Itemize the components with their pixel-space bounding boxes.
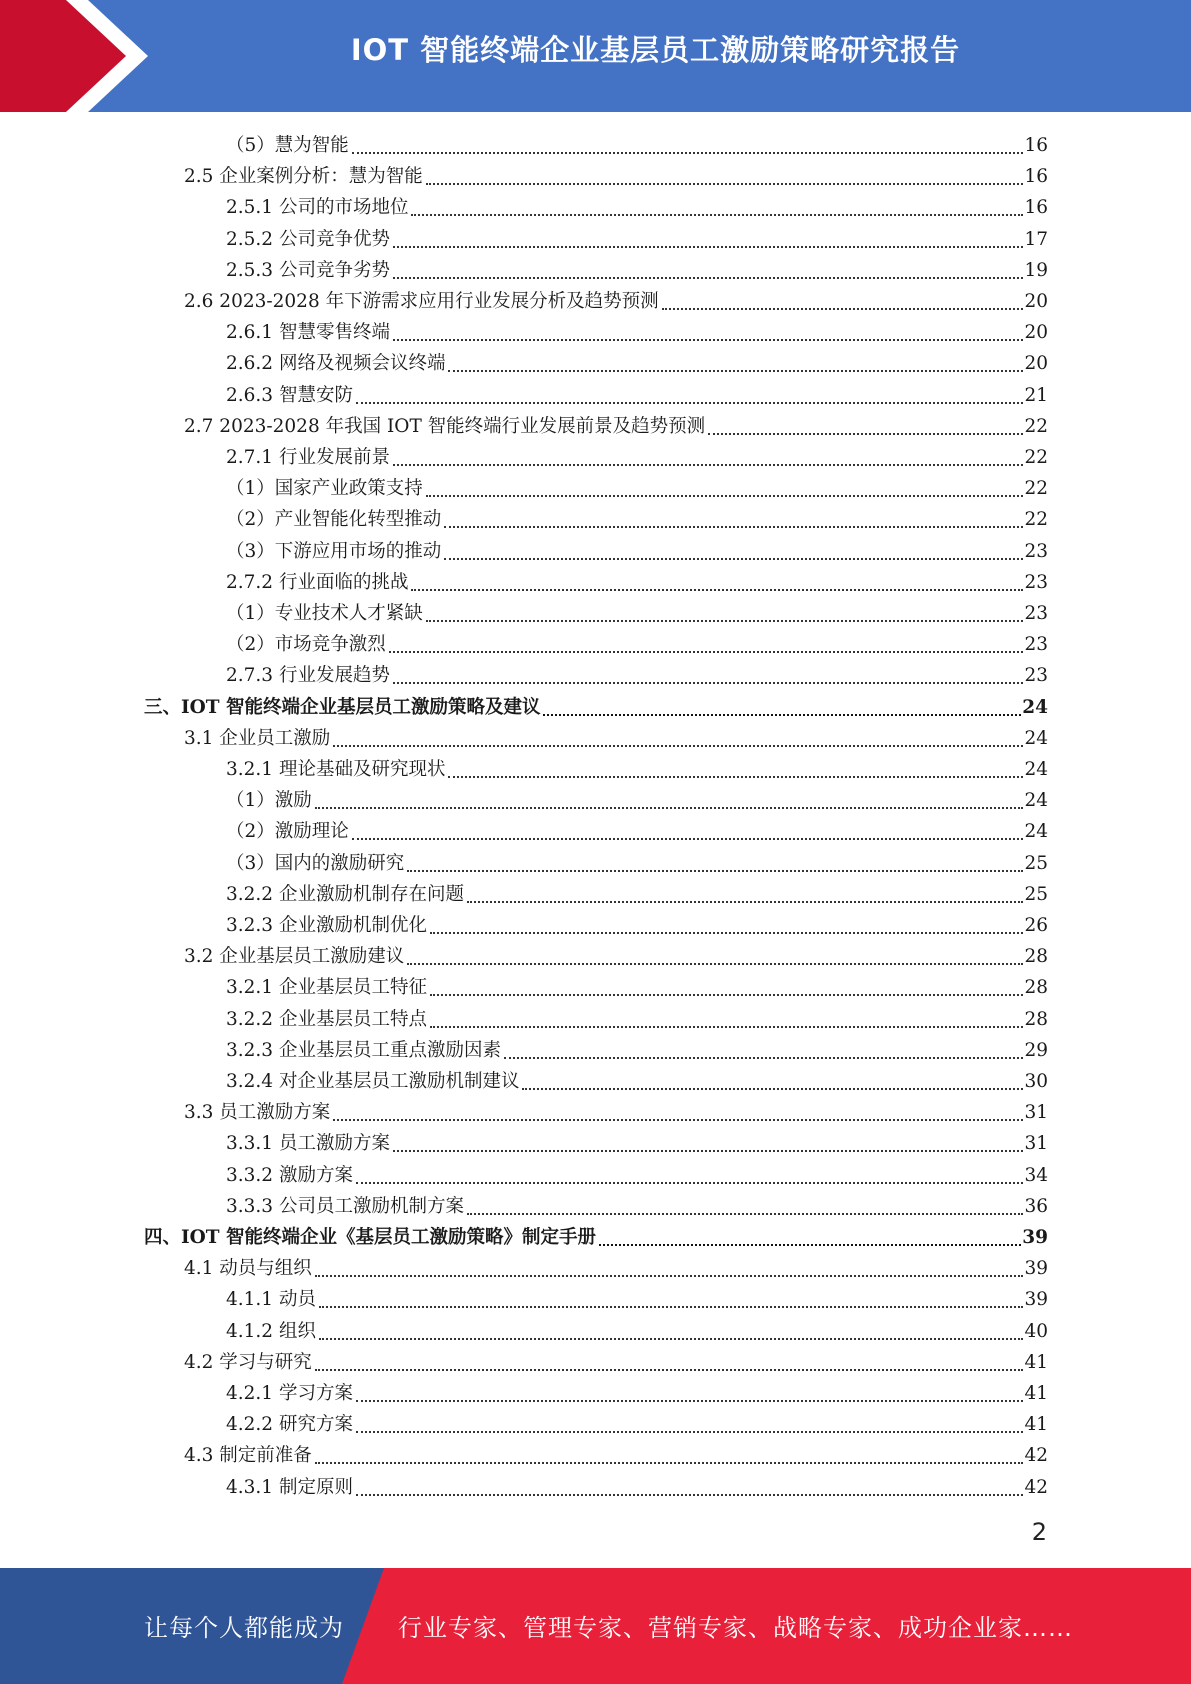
- toc-entry-title: 四、IOT 智能终端企业《基层员工激励策略》制定手册: [144, 1227, 596, 1248]
- toc-dot-leader: [426, 163, 1024, 185]
- toc-entry-title: （3）国内的激励研究: [226, 852, 405, 874]
- toc-dot-leader: [319, 1286, 1024, 1308]
- toc-dot-leader: [448, 756, 1023, 778]
- toc-entry-page: 17: [1024, 228, 1048, 250]
- toc-entry-title: 3.2.3 企业激励机制优化: [226, 915, 427, 936]
- toc-entry[interactable]: [226, 1001, 1048, 1032]
- toc-entry-page: 41: [1024, 1351, 1048, 1373]
- toc-entry[interactable]: [226, 626, 1048, 657]
- toc-entry-title: 2.6.1 智慧零售终端: [226, 322, 390, 344]
- toc-entry-page: 20: [1024, 291, 1048, 312]
- toc-entry[interactable]: [144, 689, 1048, 720]
- toc-entry-title: 4.1 动员与组织: [184, 1258, 312, 1280]
- toc-entry-title: 3.1 企业员工激励: [184, 727, 331, 749]
- toc-entry-page: 22: [1024, 447, 1048, 468]
- toc-entry[interactable]: [226, 377, 1048, 408]
- toc-entry[interactable]: [184, 158, 1048, 189]
- toc-dot-leader: [315, 1349, 1024, 1371]
- toc-entry-page: 24: [1024, 821, 1048, 843]
- toc-dot-leader: [315, 1442, 1024, 1464]
- toc-entry[interactable]: [226, 470, 1048, 501]
- toc-entry[interactable]: [226, 189, 1048, 220]
- toc-dot-leader: [411, 194, 1023, 216]
- toc-dot-leader: [393, 257, 1023, 279]
- toc-entry[interactable]: [226, 533, 1048, 564]
- toc-entry-page: 36: [1024, 1195, 1048, 1217]
- page-number: 2: [1031, 1518, 1047, 1546]
- toc-entry-page: 23: [1024, 603, 1048, 624]
- toc-dot-leader: [426, 600, 1024, 622]
- toc-entry-page: 21: [1024, 384, 1048, 406]
- toc-entry-title: （1）激励: [226, 790, 312, 812]
- toc-entry-page: 42: [1024, 1445, 1048, 1467]
- toc-entry-title: 4.2.1 学习方案: [226, 1383, 353, 1404]
- toc-entry[interactable]: [226, 876, 1048, 907]
- toc-entry-page: 28: [1024, 946, 1048, 968]
- toc-entry-page: 40: [1024, 1320, 1048, 1342]
- toc-dot-leader: [356, 1411, 1024, 1433]
- toc-entry-title: 2.5.1 公司的市场地位: [226, 197, 409, 219]
- toc-entry-page: 23: [1024, 571, 1048, 593]
- toc-entry-title: 4.2.2 研究方案: [226, 1414, 353, 1436]
- toc-entry-title: （2）激励理论: [226, 821, 349, 843]
- toc-entry-title: （2）产业智能化转型推动: [226, 509, 442, 531]
- toc-dot-leader: [426, 475, 1024, 497]
- toc-entry-page: 31: [1024, 1133, 1048, 1155]
- toc-entry-page: 19: [1024, 259, 1048, 281]
- toc-entry-title: 3.2.1 理论基础及研究现状: [226, 759, 446, 780]
- toc-entry[interactable]: [144, 1219, 1048, 1250]
- toc-dot-leader: [393, 1130, 1023, 1152]
- toc-entry-page: 23: [1024, 634, 1048, 656]
- toc-entry-title: 2.5 企业案例分析：慧为智能: [184, 166, 423, 188]
- toc-entry-title: 3.2.1 企业基层员工特征: [226, 977, 427, 999]
- toc-entry-page: 24: [1024, 727, 1048, 749]
- toc-dot-leader: [522, 1068, 1023, 1090]
- toc-dot-leader: [708, 413, 1023, 435]
- toc-dot-leader: [448, 350, 1023, 372]
- toc-entry-title: 4.1.1 动员: [226, 1289, 316, 1311]
- toc-entry-page: 39: [1022, 1227, 1048, 1248]
- toc-entry[interactable]: [226, 969, 1048, 1000]
- toc-dot-leader: [407, 943, 1023, 965]
- toc-dot-leader: [407, 850, 1023, 872]
- toc-entry-page: 25: [1024, 852, 1048, 874]
- toc-entry-title: 2.7.1 行业发展前景: [226, 447, 390, 468]
- toc-entry-page: 23: [1024, 540, 1048, 562]
- toc-entry-title: 4.3.1 制定原则: [226, 1476, 353, 1498]
- toc-dot-leader: [315, 787, 1024, 809]
- toc-entry-title: 3.2.2 企业激励机制存在问题: [226, 883, 464, 905]
- toc-entry-title: 2.6.2 网络及视频会议终端: [226, 353, 446, 375]
- toc-entry[interactable]: [226, 564, 1048, 595]
- toc-dot-leader: [599, 1224, 1021, 1246]
- toc-entry-title: 4.3 制定前准备: [184, 1445, 312, 1467]
- toc-entry[interactable]: [226, 1032, 1048, 1063]
- toc-dot-leader: [393, 444, 1023, 466]
- toc-entry-title: 4.1.2 组织: [226, 1320, 316, 1342]
- toc-dot-leader: [356, 382, 1024, 404]
- toc-dot-leader: [430, 1006, 1023, 1028]
- toc-entry-page: 16: [1024, 197, 1048, 219]
- toc-entry-title: 3.3.1 员工激励方案: [226, 1133, 390, 1155]
- toc-entry[interactable]: [226, 907, 1048, 938]
- toc-entry-title: 2.5.2 公司竞争优势: [226, 228, 390, 250]
- toc-entry[interactable]: [226, 1375, 1048, 1406]
- toc-entry-page: 20: [1024, 353, 1048, 375]
- footer-slogan-right: 行业专家、管理专家、营销专家、战略专家、成功企业家……: [398, 1614, 1073, 1642]
- toc-entry[interactable]: [226, 314, 1048, 345]
- toc-entry[interactable]: [226, 1188, 1048, 1219]
- toc-entry[interactable]: [226, 127, 1048, 158]
- toc-entry[interactable]: [184, 1250, 1048, 1281]
- toc-dot-leader: [393, 226, 1023, 248]
- toc-dot-leader: [411, 569, 1023, 591]
- toc-entry-title: 4.2 学习与研究: [184, 1351, 312, 1373]
- toc-entry-title: 3.2 企业基层员工激励建议: [184, 946, 405, 968]
- toc-dot-leader: [504, 1037, 1023, 1059]
- toc-entry-page: 41: [1024, 1383, 1048, 1404]
- toc-entry-title: 3.2.4 对企业基层员工激励机制建议: [226, 1071, 520, 1092]
- toc-dot-leader: [467, 881, 1023, 903]
- toc-dot-leader: [333, 725, 1023, 747]
- toc-entry-page: 39: [1024, 1258, 1048, 1280]
- toc-entry-page: 24: [1024, 790, 1048, 812]
- toc-dot-leader: [444, 506, 1023, 528]
- toc-entry-title: 3.2.3 企业基层员工重点激励因素: [226, 1039, 501, 1061]
- toc-entry-page: 34: [1024, 1164, 1048, 1186]
- toc-entry-page: 28: [1024, 977, 1048, 999]
- toc-dot-leader: [352, 818, 1024, 840]
- toc-dot-leader: [393, 319, 1023, 341]
- toc-entry-page: 31: [1024, 1102, 1048, 1124]
- toc-dot-leader: [333, 1099, 1023, 1121]
- toc-entry[interactable]: [184, 938, 1048, 969]
- toc-entry[interactable]: [226, 813, 1048, 844]
- toc-entry-title: （2）市场竞争激烈: [226, 634, 386, 656]
- toc-entry-title: 3.3.2 激励方案: [226, 1164, 353, 1186]
- toc-dot-leader: [662, 288, 1024, 310]
- toc-dot-leader: [393, 662, 1023, 684]
- toc-entry[interactable]: [226, 1125, 1048, 1156]
- toc-entry-page: 28: [1024, 1008, 1048, 1030]
- toc-dot-leader: [315, 1255, 1024, 1277]
- toc-entry[interactable]: [226, 252, 1048, 283]
- toc-entry[interactable]: [226, 751, 1048, 782]
- toc-entry[interactable]: [226, 1313, 1048, 1344]
- toc-entry-page: 22: [1024, 478, 1048, 500]
- toc-entry-title: （1）专业技术人才紧缺: [226, 603, 423, 624]
- toc-entry-page: 23: [1024, 665, 1048, 687]
- toc-entry-title: （3）下游应用市场的推动: [226, 540, 442, 562]
- toc-entry[interactable]: [226, 1469, 1048, 1500]
- toc-dot-leader: [430, 912, 1023, 934]
- toc-entry-page: 16: [1024, 135, 1048, 156]
- toc-dot-leader: [467, 1193, 1023, 1215]
- toc-entry[interactable]: [226, 221, 1048, 252]
- toc-entry[interactable]: [226, 345, 1048, 376]
- toc-entry-page: 24: [1024, 759, 1048, 780]
- toc-entry[interactable]: [184, 283, 1048, 314]
- toc-dot-leader: [430, 974, 1023, 996]
- toc-entry[interactable]: [226, 782, 1048, 813]
- toc-dot-leader: [356, 1162, 1024, 1184]
- toc-entry[interactable]: [226, 439, 1048, 470]
- report-title: IOT 智能终端企业基层员工激励策略研究报告: [350, 33, 961, 67]
- toc-entry-title: 2.6 2023-2028 年下游需求应用行业发展分析及趋势预测: [184, 291, 659, 312]
- toc-entry-title: 2.6.3 智慧安防: [226, 384, 353, 406]
- page-header: [0, 0, 1191, 112]
- toc-entry[interactable]: [184, 1437, 1048, 1468]
- toc-entry[interactable]: [184, 1094, 1048, 1125]
- toc-entry-page: 41: [1024, 1414, 1048, 1436]
- toc-dot-leader: [356, 1474, 1024, 1496]
- toc-dot-leader: [543, 694, 1021, 716]
- toc-entry-title: 3.3.3 公司员工激励机制方案: [226, 1195, 464, 1217]
- toc-entry-page: 42: [1024, 1476, 1048, 1498]
- toc-entry-page: 25: [1024, 883, 1048, 905]
- toc-entry-page: 26: [1024, 915, 1048, 936]
- toc-entry-page: 24: [1022, 696, 1048, 718]
- toc-entry-page: 39: [1024, 1289, 1048, 1311]
- toc-entry-page: 22: [1024, 509, 1048, 531]
- toc-entry-title: 2.7.3 行业发展趋势: [226, 665, 390, 687]
- toc-entry-title: 3.3 员工激励方案: [184, 1102, 331, 1124]
- toc-entry[interactable]: [226, 657, 1048, 688]
- toc-entry[interactable]: [226, 1281, 1048, 1312]
- toc-entry[interactable]: [226, 595, 1048, 626]
- toc-dot-leader: [319, 1318, 1024, 1340]
- toc-dot-leader: [356, 1380, 1024, 1402]
- toc-dot-leader: [352, 132, 1024, 154]
- toc-entry[interactable]: [184, 1344, 1048, 1375]
- toc-entry-title: 2.7.2 行业面临的挑战: [226, 571, 409, 593]
- toc-dot-leader: [389, 631, 1024, 653]
- toc-entry[interactable]: [226, 845, 1048, 876]
- toc-entry-title: 2.5.3 公司竞争劣势: [226, 259, 390, 281]
- toc-entry[interactable]: [184, 408, 1048, 439]
- page-footer: [0, 1568, 1191, 1684]
- toc-entry[interactable]: [226, 1063, 1048, 1094]
- toc-entry-title: 三、IOT 智能终端企业基层员工激励策略及建议: [144, 696, 541, 718]
- toc-entry[interactable]: [226, 1406, 1048, 1437]
- toc-entry-page: 16: [1024, 166, 1048, 188]
- toc-entry-title: 3.2.2 企业基层员工特点: [226, 1008, 427, 1030]
- toc-entry-page: 20: [1024, 322, 1048, 344]
- toc-entry-page: 22: [1024, 415, 1048, 437]
- toc-entry-title: （1）国家产业政策支持: [226, 478, 423, 500]
- toc-dot-leader: [444, 538, 1023, 560]
- toc-entry-page: 30: [1024, 1071, 1048, 1092]
- toc-entry-page: 29: [1024, 1039, 1048, 1061]
- toc-entry[interactable]: [226, 501, 1048, 532]
- toc-entry[interactable]: [226, 1157, 1048, 1188]
- footer-slogan-left: 让每个人都能成为: [144, 1614, 344, 1642]
- toc-entry-title: 2.7 2023-2028 年我国 IOT 智能终端行业发展前景及趋势预测: [184, 415, 706, 437]
- toc-entry[interactable]: [184, 720, 1048, 751]
- toc-entry-title: （5）慧为智能: [226, 135, 349, 156]
